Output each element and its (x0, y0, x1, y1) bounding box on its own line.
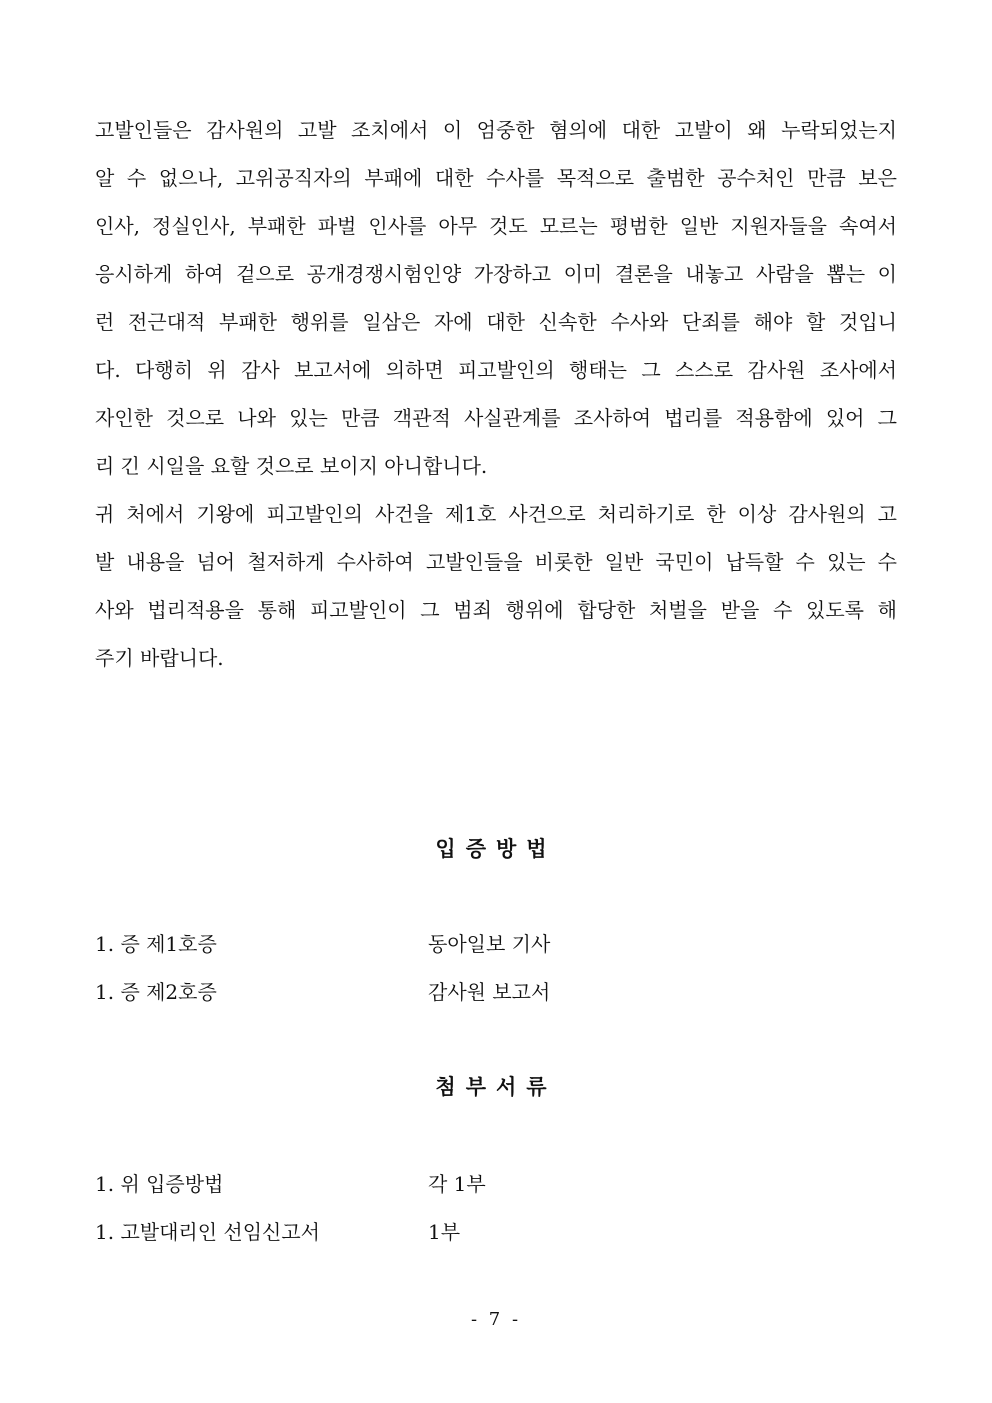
body-line: 고발인들은 감사원의 고발 조치에서 이 엄중한 혐의에 대한 고발이 왜 누락되었는지 (95, 118, 897, 142)
body-line: 인사, 정실인사, 부패한 파벌 인사를 아무 것도 모르는 평범한 일반 지원자들을 속여서 (95, 214, 897, 238)
body-line: 자인한 것으로 나와 있는 만큼 객관적 사실관계를 조사하여 법리를 적용함에 있어 그 (95, 406, 897, 430)
attachments-heading: 첨부서류 (435, 1074, 557, 1099)
body-line: 귀 처에서 기왕에 피고발인의 사건을 제1호 사건으로 처리하기로 한 이상 감사원의 고 (95, 502, 897, 526)
evidence-item-value: 동아일보 기사 (428, 932, 551, 956)
body-line: 주기 바랍니다. (95, 646, 224, 670)
evidence-item-value: 감사원 보고서 (428, 980, 551, 1004)
attachment-item-label: 1. 고발대리인 선임신고서 (95, 1220, 320, 1244)
attachment-item-value: 각 1부 (428, 1172, 486, 1196)
evidence-item-label: 1. 증 제2호증 (95, 980, 217, 1004)
body-line: 리 긴 시일을 요할 것으로 보이지 아니합니다. (95, 454, 488, 478)
evidence-heading: 입증방법 (435, 836, 557, 861)
evidence-item-label: 1. 증 제1호증 (95, 932, 217, 956)
attachment-item-value: 1부 (428, 1220, 461, 1244)
body-line: 사와 법리적용을 통해 피고발인이 그 범죄 행위에 합당한 처벌을 받을 수 있도록 해 (95, 598, 897, 622)
page-number: - 7 - (470, 1309, 522, 1330)
body-line: 런 전근대적 부패한 행위를 일삼은 자에 대한 신속한 수사와 단죄를 해야 할 것입니 (95, 310, 897, 334)
body-line: 응시하게 하여 겉으로 공개경쟁시험인양 가장하고 이미 결론을 내놓고 사람을 뽑는 이 (95, 262, 897, 286)
body-line: 알 수 없으나, 고위공직자의 부패에 대한 수사를 목적으로 출범한 공수처인 만큼 보은 (95, 166, 897, 190)
body-line: 다. 다행히 위 감사 보고서에 의하면 피고발인의 행태는 그 스스로 감사원 조사에서 (95, 358, 897, 382)
attachment-item-label: 1. 위 입증방법 (95, 1172, 224, 1196)
body-line: 발 내용을 넘어 철저하게 수사하여 고발인들을 비롯한 일반 국민이 납득할 수 있는 수 (95, 550, 897, 574)
